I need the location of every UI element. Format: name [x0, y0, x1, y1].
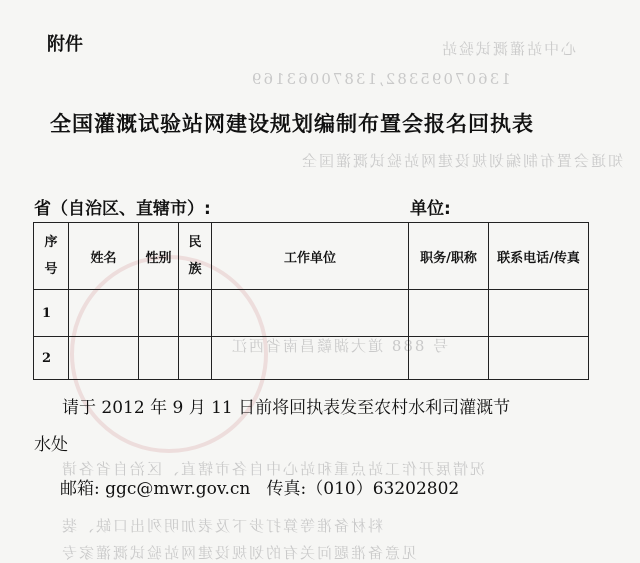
- cell-name[interactable]: [69, 337, 139, 380]
- province-label: 省（自治区、直辖市）:: [34, 199, 211, 219]
- bleed-through-text: 号 888 道大湖赣昌南省西江: [230, 337, 449, 355]
- registration-table: [33, 222, 589, 380]
- header-position: 职务/职称: [409, 223, 489, 290]
- bleed-through-text: 心中站灌溉试验站: [440, 40, 577, 58]
- cell-ethnicity[interactable]: [179, 290, 212, 337]
- cell-gender[interactable]: [139, 290, 179, 337]
- header-ethnicity: 民 族: [179, 223, 212, 290]
- header-gender: 性别: [139, 223, 179, 290]
- cell-contact[interactable]: [489, 290, 589, 337]
- cell-position[interactable]: [409, 290, 489, 337]
- bleed-through-text: 料材备准等算打步下及表加明列出口缺、装: [60, 517, 384, 535]
- cell-ethnicity[interactable]: [179, 337, 212, 380]
- contact-info: 邮箱: ggc@mwr.gov.cn 传真:（010）63202802: [60, 479, 460, 499]
- cell-position[interactable]: [409, 337, 489, 380]
- bleed-through-text: 13607095382,13870063169: [250, 70, 511, 88]
- form-title: 全国灌溉试验站网建设规划编制布置会报名回执表: [50, 112, 534, 136]
- bleed-through-text: 况情展开作工站点重和站心中自各市辖直、区治自省各请: [60, 460, 486, 478]
- header-name: 姓名: [69, 223, 139, 290]
- row-seq: 2: [34, 337, 69, 380]
- header-seq: 序 号: [34, 223, 69, 290]
- cell-workplace[interactable]: [212, 337, 409, 380]
- header-workplace: 工作单位: [212, 223, 409, 290]
- cell-name[interactable]: [69, 290, 139, 337]
- table-header-row: [34, 223, 589, 290]
- table-row: [34, 290, 589, 337]
- cell-workplace[interactable]: [212, 290, 409, 337]
- bleed-through-text: 知通会置布制编划规设建网站验试溉灌国全: [300, 152, 624, 170]
- cell-gender[interactable]: [139, 337, 179, 380]
- attachment-label: 附件: [47, 34, 83, 55]
- table-row: [34, 337, 589, 380]
- unit-label: 单位:: [410, 199, 451, 219]
- header-contact: 联系电话/传真: [489, 223, 589, 290]
- row-seq: 1: [34, 290, 69, 337]
- bleed-through-text: 见意备准题问关有的划规设建网站验试溉灌家专: [60, 544, 418, 562]
- cell-contact[interactable]: [489, 337, 589, 380]
- submission-notice-cont: 水处: [34, 435, 68, 455]
- submission-notice: 请于 2012 年 9 月 11 日前将回执表发至农村水利司灌溉节: [62, 398, 511, 418]
